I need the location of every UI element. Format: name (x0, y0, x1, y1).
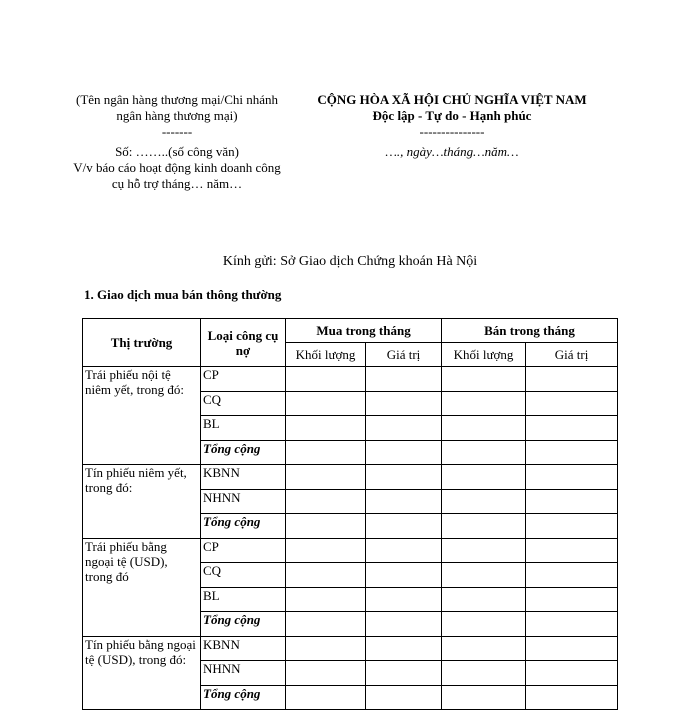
instrument-type-cell: KBNN (201, 465, 286, 490)
sell-value-cell (526, 538, 618, 563)
sell-volume-cell (442, 440, 526, 465)
sell-volume-cell (442, 587, 526, 612)
buy-value-cell (366, 636, 442, 661)
salutation: Kính gửi: Sở Giao dịch Chứng khoán Hà Nội (222, 254, 478, 269)
buy-volume-cell (286, 636, 366, 661)
buy-value-cell (366, 367, 442, 392)
buy-value-cell (366, 489, 442, 514)
buy-volume-cell (286, 514, 366, 539)
sell-volume-cell (442, 416, 526, 441)
bank-name: (Tên ngân hàng thương mại/Chi nhánh ngân hàng thương mại) (75, 92, 279, 123)
buy-value-cell (366, 587, 442, 612)
table-row (83, 465, 618, 490)
instrument-type-cell: Tổng cộng (201, 514, 286, 539)
document-number: Số: ……..(số công văn) (115, 144, 239, 159)
table-row (83, 636, 618, 661)
national-motto: Độc lập - Tự do - Hạnh phúc (372, 108, 532, 123)
market-cell: Tín phiếu bằng ngoại tệ (USD), trong đó: (83, 636, 201, 710)
buy-volume-cell (286, 661, 366, 686)
market-cell: Trái phiếu nội tệ niêm yết, trong đó: (83, 367, 201, 465)
sell-volume-cell (442, 612, 526, 637)
instrument-type-cell: BL (201, 416, 286, 441)
sell-value-cell (526, 416, 618, 441)
trading-report-table (82, 318, 618, 710)
sell-volume-cell (442, 465, 526, 490)
buy-value-cell (366, 514, 442, 539)
sender-header (72, 92, 282, 192)
buy-volume-cell (286, 465, 366, 490)
sell-value-cell (526, 465, 618, 490)
buy-volume-cell (286, 416, 366, 441)
header-sell: Bán trong tháng (442, 319, 618, 343)
sell-value-cell (526, 661, 618, 686)
market-cell: Tín phiếu niêm yết, trong đó: (83, 465, 201, 539)
header-buy-volume: Khối lượng (286, 343, 366, 367)
instrument-type-cell: Tổng cộng (201, 612, 286, 637)
sell-volume-cell (442, 661, 526, 686)
buy-volume-cell (286, 563, 366, 588)
buy-volume-cell (286, 685, 366, 710)
sell-value-cell (526, 391, 618, 416)
sell-volume-cell (442, 538, 526, 563)
document-subject: V/v báo cáo hoạt động kinh doanh công cụ hỗ trợ tháng… năm… (73, 160, 281, 191)
buy-value-cell (366, 563, 442, 588)
header-sell-value: Giá trị (526, 343, 618, 367)
country-name: CỘNG HÒA XÃ HỘI CHỦ NGHĨA VIỆT NAM (317, 92, 587, 107)
instrument-type-cell: Tổng cộng (201, 685, 286, 710)
section-title: 1. Giao dịch mua bán thông thường (84, 287, 282, 302)
buy-volume-cell (286, 489, 366, 514)
buy-value-cell (366, 661, 442, 686)
national-header (282, 92, 622, 160)
instrument-type-cell: CQ (201, 563, 286, 588)
instrument-type-cell: NHNN (201, 661, 286, 686)
sell-value-cell (526, 440, 618, 465)
sell-value-cell (526, 563, 618, 588)
instrument-type-cell: KBNN (201, 636, 286, 661)
sell-volume-cell (442, 391, 526, 416)
buy-volume-cell (286, 440, 366, 465)
buy-value-cell (366, 612, 442, 637)
buy-volume-cell (286, 367, 366, 392)
buy-value-cell (366, 440, 442, 465)
sell-value-cell (526, 367, 618, 392)
table-row (83, 538, 618, 563)
sell-value-cell (526, 685, 618, 710)
buy-volume-cell (286, 538, 366, 563)
table-row (83, 367, 618, 392)
instrument-type-cell: BL (201, 587, 286, 612)
motto-divider: --------------- (419, 124, 485, 139)
market-cell: Trái phiếu bằng ngoại tệ (USD), trong đó (83, 538, 201, 636)
sell-volume-cell (442, 489, 526, 514)
instrument-type-cell: Tổng cộng (201, 440, 286, 465)
sell-value-cell (526, 489, 618, 514)
date-line: …., ngày…tháng…năm… (385, 144, 519, 159)
header-buy: Mua trong tháng (286, 319, 442, 343)
instrument-type-cell: NHNN (201, 489, 286, 514)
sell-volume-cell (442, 563, 526, 588)
sell-value-cell (526, 587, 618, 612)
header-market: Thị trường (83, 319, 201, 367)
buy-value-cell (366, 685, 442, 710)
sell-value-cell (526, 636, 618, 661)
buy-volume-cell (286, 612, 366, 637)
buy-value-cell (366, 465, 442, 490)
buy-value-cell (366, 538, 442, 563)
sell-volume-cell (442, 636, 526, 661)
instrument-type-cell: CQ (201, 391, 286, 416)
header-instrument: Loại công cụ nợ (201, 319, 286, 367)
sell-volume-cell (442, 367, 526, 392)
header-sell-volume: Khối lượng (442, 343, 526, 367)
instrument-type-cell: CP (201, 538, 286, 563)
sell-value-cell (526, 514, 618, 539)
sell-value-cell (526, 612, 618, 637)
buy-volume-cell (286, 587, 366, 612)
instrument-type-cell: CP (201, 367, 286, 392)
sell-volume-cell (442, 685, 526, 710)
header-buy-value: Giá trị (366, 343, 442, 367)
buy-value-cell (366, 416, 442, 441)
buy-value-cell (366, 391, 442, 416)
sell-volume-cell (442, 514, 526, 539)
bank-divider: ------- (161, 124, 193, 139)
buy-volume-cell (286, 391, 366, 416)
table-body (83, 367, 618, 710)
